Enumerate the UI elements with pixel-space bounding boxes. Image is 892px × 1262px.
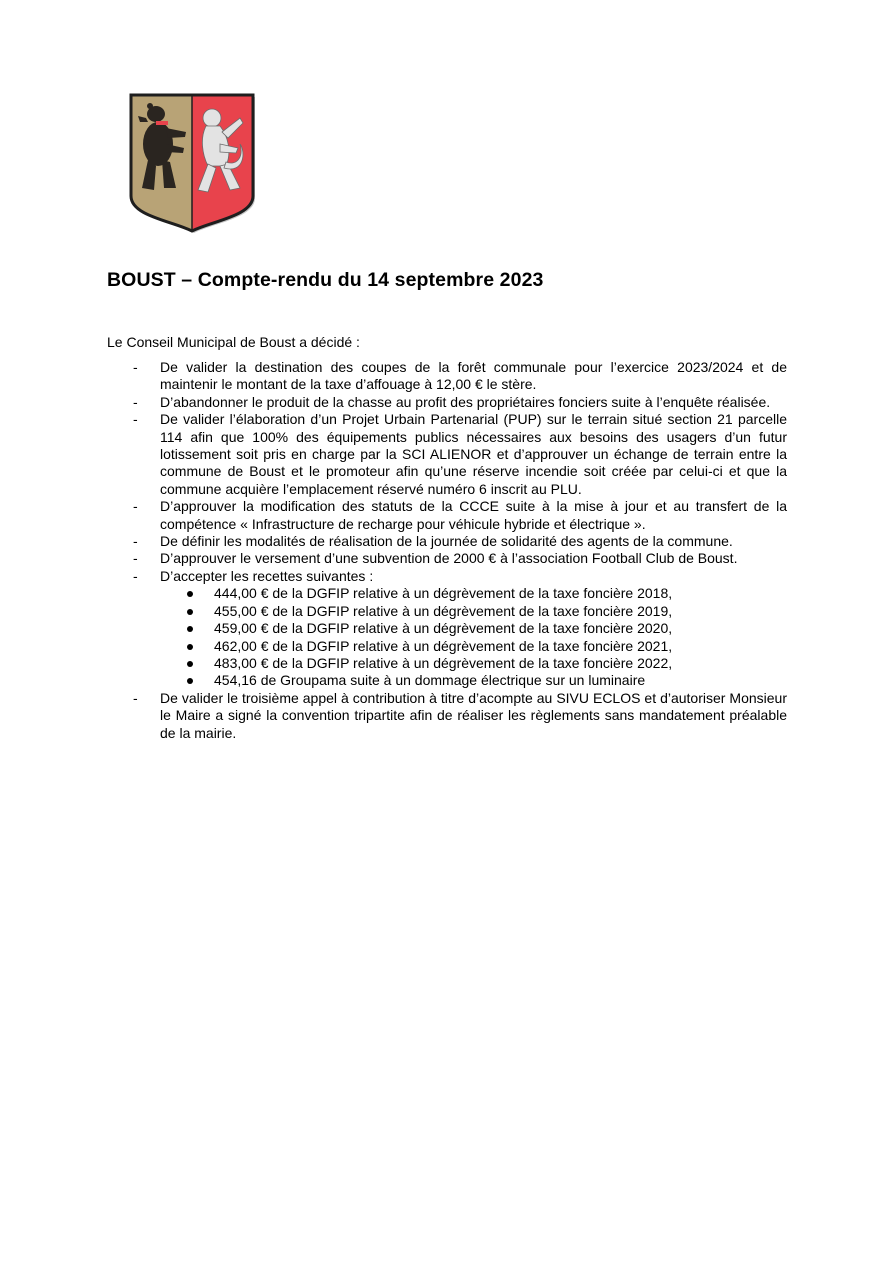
decision-item (107, 533, 787, 550)
list-dash: - (133, 567, 138, 584)
receipt-text: 455,00 € de la DGFIP relative à un dégrèvement de la taxe foncière 2019, (214, 602, 673, 619)
receipt-text: 459,00 € de la DGFIP relative à un dégrèvement de la taxe foncière 2020, (214, 620, 673, 637)
decision-item (107, 568, 787, 690)
decision-text: D’abandonner le produit de la chasse au profit des propriétaires fonciers suite à l’enquête réalisée. (160, 393, 771, 410)
list-dash: - (133, 498, 138, 515)
bullet-icon (187, 661, 193, 667)
bullet-icon (187, 678, 193, 684)
receipt-item (160, 655, 787, 672)
page-title: BOUST – Compte-rendu du 14 septembre 2023 (107, 269, 544, 291)
receipt-item (160, 620, 787, 637)
decision-list (107, 359, 787, 742)
decision-text: D’accepter les recettes suivantes : (160, 567, 374, 584)
list-dash: - (133, 393, 138, 410)
decision-item (107, 550, 787, 567)
decision-item (107, 498, 787, 533)
list-dash: - (133, 533, 138, 550)
list-dash: - (133, 411, 138, 428)
receipt-item (160, 603, 787, 620)
receipt-list (160, 585, 787, 689)
intro-text: Le Conseil Municipal de Boust a décidé : (107, 334, 360, 350)
bullet-icon (187, 644, 193, 650)
list-dash: - (133, 550, 138, 567)
receipt-text: 454,16 de Groupama suite à un dommage électrique sur un luminaire (214, 672, 646, 689)
bullet-icon (187, 626, 193, 632)
list-dash: - (133, 689, 138, 706)
decision-text: D’approuver le versement d’une subvention de 2000 € à l’association Football Club de Boust. (160, 550, 738, 567)
receipt-text: 483,00 € de la DGFIP relative à un dégrèvement de la taxe foncière 2022, (214, 654, 673, 671)
receipt-item (160, 585, 787, 602)
decision-item (107, 411, 787, 498)
receipt-text: 444,00 € de la DGFIP relative à un dégrèvement de la taxe foncière 2018, (214, 585, 673, 602)
bullet-icon (187, 609, 193, 615)
decision-item (107, 394, 787, 411)
decision-item (107, 359, 787, 394)
decision-item (107, 690, 787, 742)
bullet-icon (187, 591, 193, 597)
receipt-text: 462,00 € de la DGFIP relative à un dégrèvement de la taxe foncière 2021, (214, 637, 673, 654)
receipt-item (160, 672, 787, 689)
decision-text: De valider le troisième appel à contribution à titre d’acompte au SIVU ECLOS et d’autoriser Monsieur le Maire a signé la convention tripartite afin de réaliser les règlements sans mandatement préalable de la mairie. (160, 689, 787, 741)
coat-of-arms-icon (128, 92, 256, 234)
decision-text: D’approuver la modification des statuts de la CCCE suite à la mise à jour et au transfert de la compétence « Infrastructure de recharge pour véhicule hybride et électrique ». (160, 498, 787, 532)
decision-text: De valider l’élaboration d’un Projet Urbain Partenarial (PUP) sur le terrain situé section 21 parcelle 114 afin que 100% des équipements publics nécessaires aux besoins des usagers d’un futur lotissement soit pris en charge par la SCI ALIENOR et d’approuver un échange de terrain entre la commune de Boust et le promoteur afin qu’une réserve incendie soit créée par celui-ci et que la commune acquière l’emplacement réservé numéro 6 inscrit au PLU. (160, 411, 787, 497)
list-dash: - (133, 359, 138, 375)
decision-text: De valider la destination des coupes de la forêt communale pour l’exercice 2023/2024 et de maintenir le montant de la taxe d’affouage à 12,00 € le stère. (160, 359, 787, 393)
decision-text: De définir les modalités de réalisation de la journée de solidarité des agents de la commune. (160, 533, 733, 550)
receipt-item (160, 638, 787, 655)
